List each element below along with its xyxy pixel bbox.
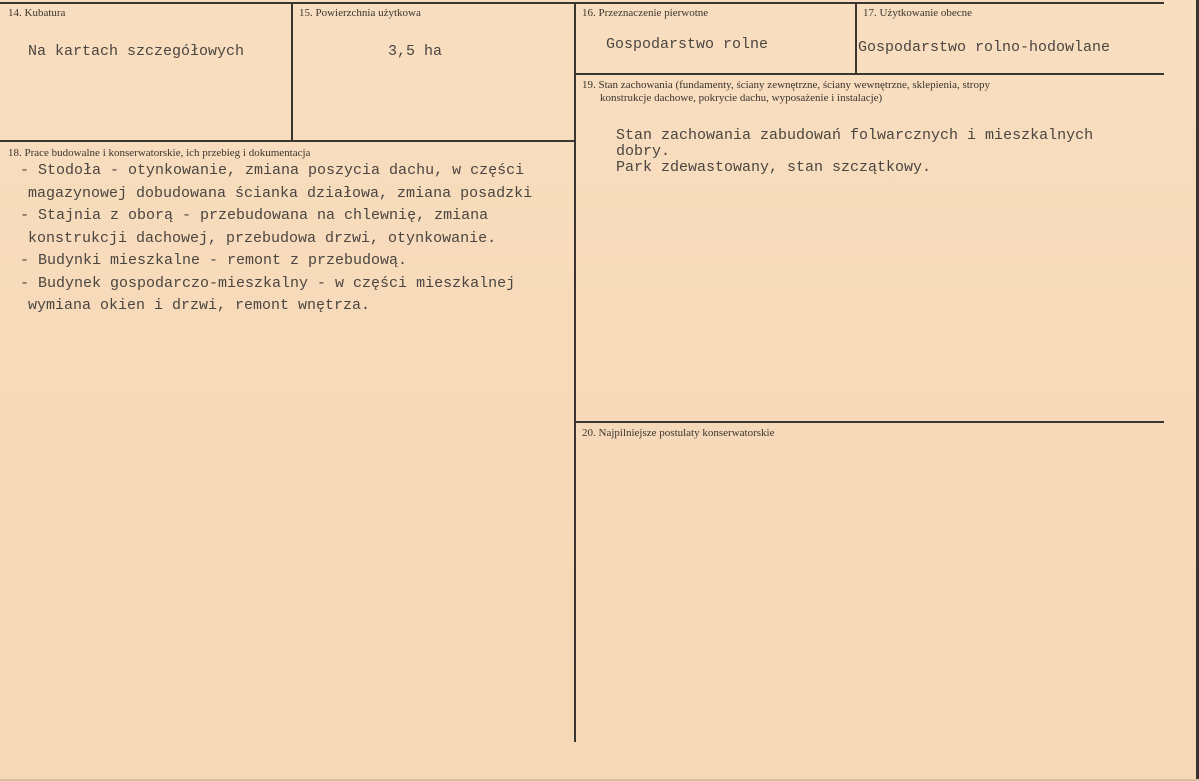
- field-18-text: [20, 160, 532, 318]
- divider-16-17: [855, 2, 857, 74]
- field-18-line: magazynowej dobudowana ścianka działowa, zmiana posadzki: [28, 184, 533, 202]
- field-17-value: Gospodarstwo rolno-hodowlane: [858, 39, 1111, 56]
- rule-left-18: [0, 140, 575, 142]
- field-19-line: Stan zachowania zabudowań folwarcznych i mieszkalnych: [616, 127, 1094, 144]
- field-18-line: konstrukcji dachowej, przebudowa drzwi, otynkowanie.: [28, 229, 497, 247]
- field-16-label: 16. Przeznaczenie pierwotne: [582, 7, 709, 19]
- field-17-label: 17. Użytkowanie obecne: [863, 7, 973, 19]
- field-15-value: 3,5 ha: [388, 43, 443, 60]
- field-15-label: 15. Powierzchnia użytkowa: [299, 7, 421, 19]
- field-19-label-cont: konstrukcje dachowe, pokrycie dachu, wyposażenie i instalacje): [600, 92, 883, 104]
- field-14-label: 14. Kubatura: [8, 7, 66, 19]
- field-18-line: wymiana okien i drzwi, remont wnętrza.: [28, 297, 371, 314]
- rule-right-20: [574, 421, 1164, 423]
- field-16-value: Gospodarstwo rolne: [606, 36, 769, 53]
- field-19-text: [616, 128, 1093, 176]
- field-18-line: - Budynki mieszkalne - remont z przebudową.: [20, 252, 408, 269]
- field-19-line: Park zdewastowany, stan szczątkowy.: [616, 159, 932, 176]
- field-14-value: Na kartach szczegółowych: [28, 43, 245, 60]
- divider-14-15: [291, 2, 293, 140]
- rule-right-19: [574, 73, 1164, 75]
- field-18-label: 18. Prace budowalne i konserwatorskie, ich przebieg i dokumentacja: [8, 147, 311, 159]
- divider-main: [574, 2, 576, 742]
- field-18-line: - Stodoła - otynkowanie, zmiana poszycia dachu, w części: [20, 162, 525, 179]
- field-19-label: 19. Stan zachowania (fundamenty, ściany zewnętrzne, ściany wewnętrzne, sklepienia, stropy: [582, 79, 990, 91]
- field-20-label: 20. Najpilniejsze postulaty konserwatorskie: [582, 427, 775, 439]
- field-18-line: - Budynek gospodarczo-mieszkalny - w części mieszkalnej: [20, 274, 516, 292]
- field-19-line: dobry.: [616, 143, 671, 160]
- top-rule: [0, 2, 1164, 4]
- field-18-line: - Stajnia z oborą - przebudowana na chlewnię, zmiana: [20, 207, 489, 224]
